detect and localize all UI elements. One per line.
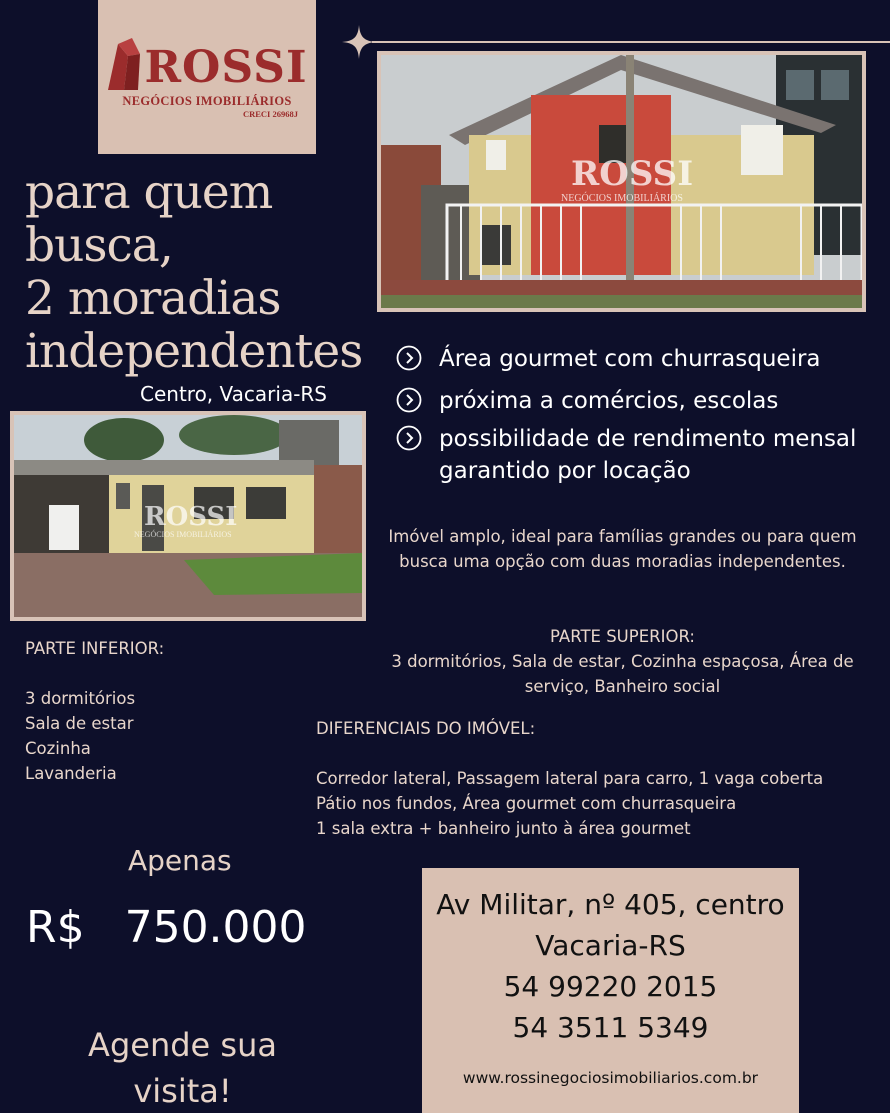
differentials-item: Corredor lateral, Passagem lateral para carro, 1 vaga coberta xyxy=(316,769,824,788)
feature-text: próxima a comércios, escolas xyxy=(439,388,779,414)
chevron-circle-icon xyxy=(396,387,422,413)
company-logo xyxy=(98,0,316,154)
headline-line: independentes xyxy=(25,324,363,379)
photo-watermark-subtitle: NEGÓCIOS IMOBILIÁRIOS xyxy=(134,530,232,539)
lower-floor-item: Lavanderia xyxy=(25,764,117,783)
upper-floor-title: PARTE SUPERIOR: xyxy=(550,627,695,646)
differentials-title: DIFERENCIAIS DO IMÓVEL: xyxy=(316,719,536,738)
decorative-line xyxy=(372,41,890,43)
lower-floor-item: 3 dormitórios xyxy=(25,689,136,708)
price-label: Apenas xyxy=(128,844,232,877)
differentials-item: Pátio nos fundos, Área gourmet com churrasqueira xyxy=(316,794,737,813)
lower-floor-title: PARTE INFERIOR: xyxy=(25,639,165,658)
feature-item xyxy=(396,385,886,417)
upper-floor-section xyxy=(380,624,865,699)
differentials-section xyxy=(316,716,886,841)
property-description: Imóvel amplo, ideal para famílias grandes ou para quem busca uma opção com duas moradias independentes. xyxy=(388,527,857,571)
house-front-photo xyxy=(377,51,866,312)
price-currency: R$ xyxy=(26,902,85,953)
upper-floor-text: 3 dormitórios, Sala de estar, Cozinha espaçosa, Área de serviço, Banheiro social xyxy=(391,652,854,696)
feature-item xyxy=(396,343,886,375)
feature-list xyxy=(396,343,886,497)
chevron-circle-icon xyxy=(396,345,422,371)
headline xyxy=(25,166,375,378)
photo-watermark-name: ROSSI xyxy=(571,154,694,194)
price-value: 750.000 xyxy=(124,902,307,953)
call-to-action xyxy=(55,1022,310,1113)
lower-floor-item: Sala de estar xyxy=(25,714,134,733)
logo-creci: CRECI 26968J xyxy=(242,108,298,119)
house-back-photo xyxy=(10,411,366,621)
lower-floor-section xyxy=(25,636,164,786)
rossi-logo-mark-icon xyxy=(106,36,142,90)
cta-line: Agende sua xyxy=(88,1026,277,1064)
photo-watermark-name: ROSSI xyxy=(144,502,238,532)
feature-item xyxy=(396,423,886,487)
contact-city: Vacaria-RS xyxy=(535,929,686,962)
contact-address: Av Militar, nº 405, centro xyxy=(436,888,785,921)
contact-phone-2[interactable]: 54 3511 5349 xyxy=(512,1011,709,1044)
photo-watermark-subtitle: NEGÓCIOS IMOBILIÁRIOS xyxy=(561,193,683,204)
differentials-item: 1 sala extra + banheiro junto à área gourmet xyxy=(316,819,691,838)
lower-floor-item: Cozinha xyxy=(25,739,91,758)
headline-line: para quem xyxy=(25,165,273,220)
cta-line: visita! xyxy=(133,1072,232,1110)
location: Centro, Vacaria-RS xyxy=(140,382,328,406)
feature-text: possibilidade de rendimento mensal garantido por locação xyxy=(439,426,857,484)
sparkle-star-icon xyxy=(342,25,376,59)
logo-subtitle: NEGÓCIOS IMOBILIÁRIOS xyxy=(122,93,292,108)
price xyxy=(26,902,307,953)
chevron-circle-icon xyxy=(396,425,422,451)
headline-line: 2 moradias xyxy=(25,271,281,326)
contact-phone-1[interactable]: 54 99220 2015 xyxy=(503,970,718,1003)
website-link[interactable]: www.rossinegociosimobiliarios.com.br xyxy=(462,1069,759,1087)
contact-card xyxy=(422,868,799,1113)
logo-name: ROSSI xyxy=(144,41,308,93)
feature-text: Área gourmet com churrasqueira xyxy=(439,346,821,372)
headline-line: busca, xyxy=(25,218,173,273)
